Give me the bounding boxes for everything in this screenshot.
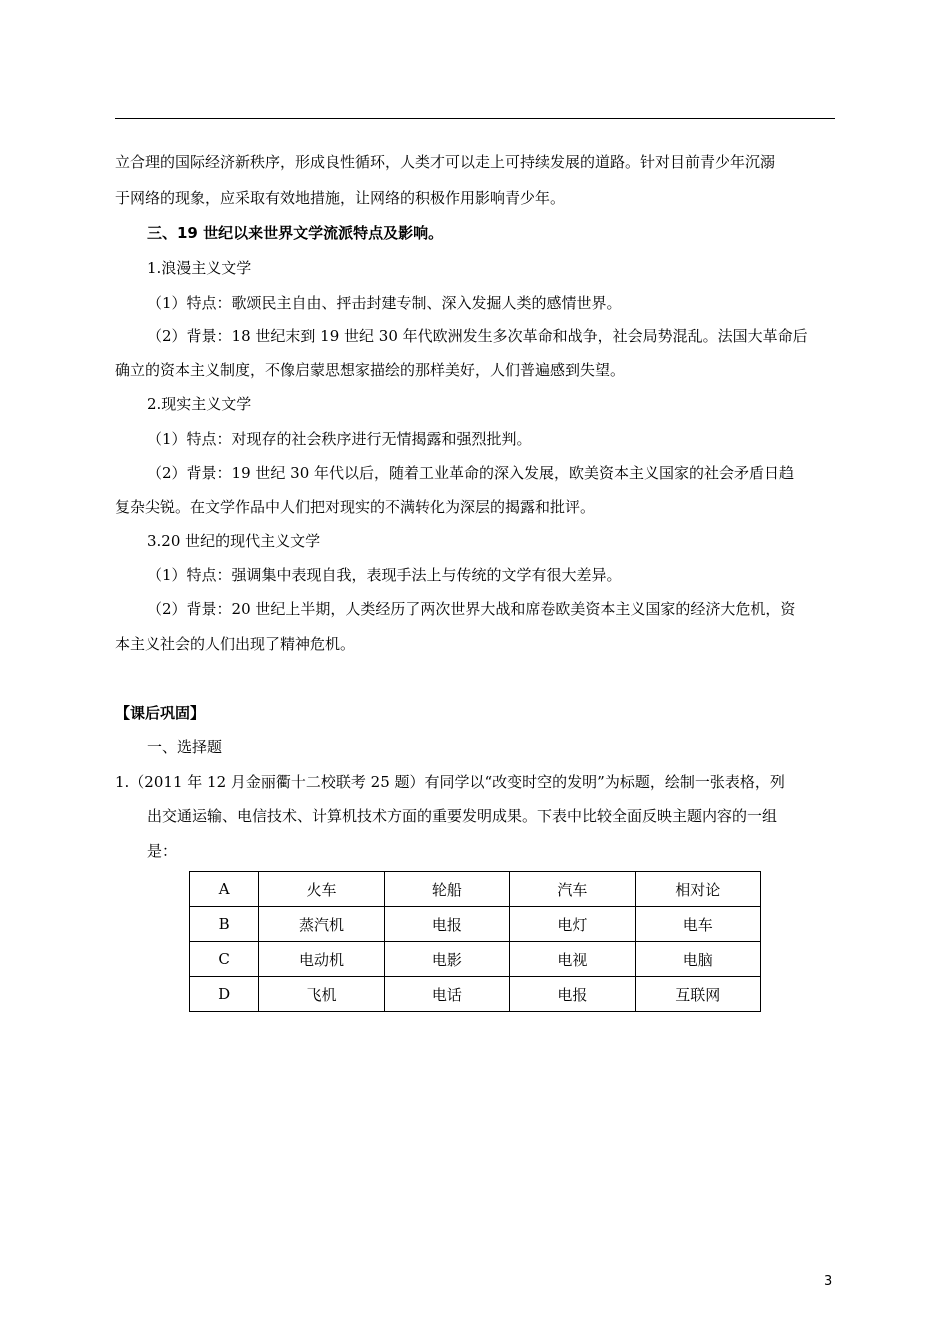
table-cell-option: C <box>190 942 259 977</box>
table-cell: 电报 <box>384 907 509 942</box>
table-cell: 电报 <box>510 977 635 1012</box>
table-cell: 蒸汽机 <box>259 907 384 942</box>
table-row <box>190 977 761 1012</box>
table-cell-option: B <box>190 907 259 942</box>
table-cell-option: A <box>190 872 259 907</box>
item-background-cont: 复杂尖锐。在文学作品中人们把对现实的不满转化为深层的揭露和批评。 <box>115 498 596 516</box>
item-background-cont: 确立的资本主义制度，不像启蒙思想家描绘的那样美好，人们普遍感到失望。 <box>115 361 626 379</box>
item-background: （2）背景：19 世纪 30 年代以后，随着工业革命的深入发展，欧美资本主义国家的社会矛盾日趋 <box>147 464 795 482</box>
table-cell: 轮船 <box>384 872 509 907</box>
table-row <box>190 942 761 977</box>
review-title: 【课后巩固】 <box>115 704 206 722</box>
table-cell: 电动机 <box>259 942 384 977</box>
item-title: 3.20 世纪的现代主义文学 <box>147 532 321 550</box>
table-cell: 电灯 <box>510 907 635 942</box>
table-cell: 电车 <box>635 907 760 942</box>
item-feature: （1）特点：对现存的社会秩序进行无情揭露和强烈批判。 <box>147 430 532 448</box>
section-title: 三、19 世纪以来世界文学流派特点及影响。 <box>147 224 444 242</box>
table-cell: 电影 <box>384 942 509 977</box>
question-text: 1.（2011 年 12 月金丽衢十二校联考 25 题）有同学以“改变时空的发明”为标题，绘制一张表格，列 <box>115 773 785 791</box>
table-cell: 相对论 <box>635 872 760 907</box>
header-rule <box>115 118 835 119</box>
paragraph-line: 立合理的国际经济新秩序，形成良性循环，人类才可以走上可持续发展的道路。针对目前青少年沉溺 <box>115 153 776 171</box>
question-text-cont: 是： <box>147 842 178 860</box>
question-text-cont: 出交通运输、电信技术、计算机技术方面的重要发明成果。下表中比较全面反映主题内容的一组 <box>147 807 778 825</box>
table-cell: 互联网 <box>635 977 760 1012</box>
table-cell: 电话 <box>384 977 509 1012</box>
paragraph-line: 于网络的现象，应采取有效地措施，让网络的积极作用影响青少年。 <box>115 189 566 207</box>
item-feature: （1）特点：强调集中表现自我，表现手法上与传统的文学有很大差异。 <box>147 566 622 584</box>
table-cell: 电脑 <box>635 942 760 977</box>
table-cell: 汽车 <box>510 872 635 907</box>
table-cell: 电视 <box>510 942 635 977</box>
table-cell: 火车 <box>259 872 384 907</box>
table-row <box>190 872 761 907</box>
item-background: （2）背景：20 世纪上半期，人类经历了两次世界大战和席卷欧美资本主义国家的经济大危机，资 <box>147 600 796 618</box>
item-title: 2.现实主义文学 <box>147 395 252 413</box>
choice-table <box>189 871 761 1012</box>
item-feature: （1）特点：歌颂民主自由、抨击封建专制、深入发掘人类的感情世界。 <box>147 294 622 312</box>
item-title: 1.浪漫主义文学 <box>147 259 252 277</box>
table-cell-option: D <box>190 977 259 1012</box>
item-background-cont: 本主义社会的人们出现了精神危机。 <box>115 635 356 653</box>
review-subtitle: 一、选择题 <box>147 738 223 756</box>
table-cell: 飞机 <box>259 977 384 1012</box>
table-row <box>190 907 761 942</box>
page-number: 3 <box>824 1274 833 1289</box>
item-background: （2）背景：18 世纪末到 19 世纪 30 年代欧洲发生多次革命和战争，社会局势混乱。法国大革命后 <box>147 327 808 345</box>
